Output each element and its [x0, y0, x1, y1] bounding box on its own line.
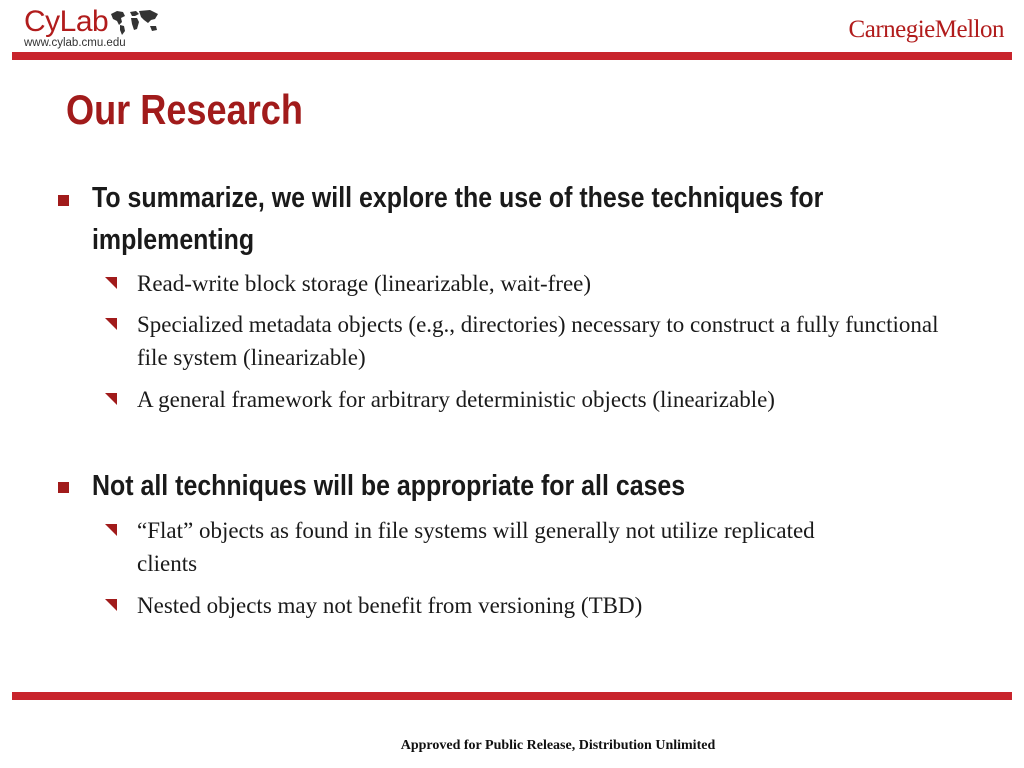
top-rule: [12, 52, 1012, 60]
bottom-rule: [12, 692, 1012, 700]
carnegie-mellon-logo: CarnegieMellon: [848, 16, 1004, 43]
bullet-level1-text: Not all techniques will be appropriate for all cases: [92, 470, 686, 502]
triangle-bullet-icon: [104, 598, 118, 612]
bullet-level2: Specialized metadata objects (e.g., directories) necessary to construct a fully functional file system (linearizable): [137, 312, 939, 370]
bullet-level1: [92, 177, 849, 261]
cylab-url: www.cylab.cmu.edu: [24, 37, 126, 49]
triangle-bullet-icon: [104, 276, 118, 290]
cylab-logo-text: CyLab: [24, 5, 109, 38]
world-map-icon: [108, 8, 160, 36]
triangle-bullet-icon: [104, 392, 118, 406]
bullet-level1: [92, 465, 849, 507]
cylab-logo: [24, 6, 108, 38]
bullet-level2: Nested objects may not benefit from versioning (TBD): [137, 593, 643, 618]
slide-title: Our Research: [66, 86, 303, 133]
bullet-level2: A general framework for arbitrary deterministic objects (linearizable): [137, 387, 775, 412]
bullet-level2: Read-write block storage (linearizable, wait-free): [137, 271, 592, 296]
bullet-level2: “Flat” objects as found in file systems will generally not utilize replicated clients: [137, 518, 815, 576]
bullet-level1-text: To summarize, we will explore the use of these techniques for implementing: [92, 182, 824, 256]
triangle-bullet-icon: [104, 523, 118, 537]
square-bullet-icon: [58, 195, 69, 206]
footer-notice: Approved for Public Release, Distribution Unlimited: [400, 738, 716, 753]
triangle-bullet-icon: [104, 317, 118, 331]
square-bullet-icon: [58, 482, 69, 493]
